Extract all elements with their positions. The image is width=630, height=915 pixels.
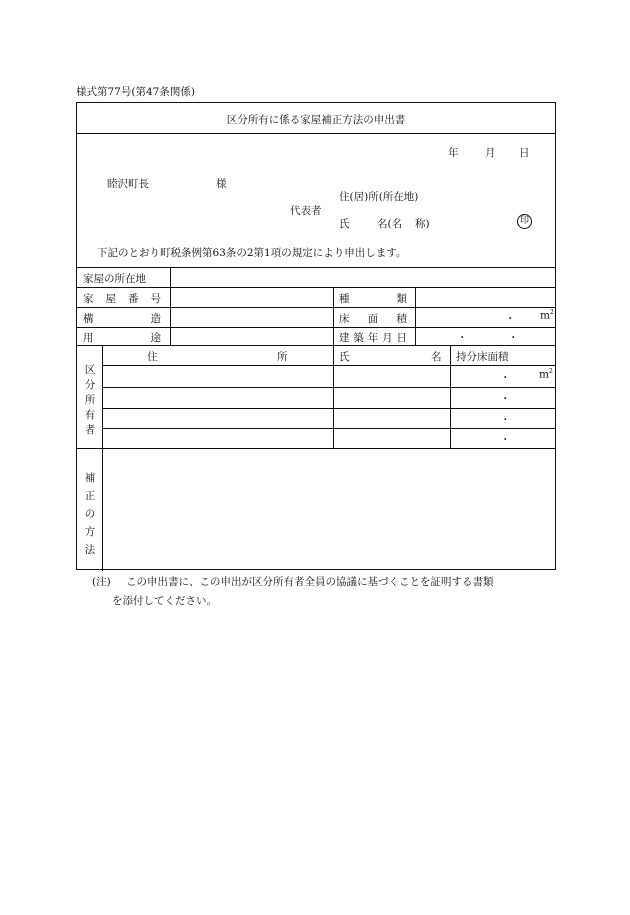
row-divider [77, 345, 555, 346]
floor-area-unit: $m^2$ [540, 309, 554, 322]
form-title: 区分所有に係る家屋補正方法の申出書 [226, 114, 406, 126]
owners-row-divider [102, 387, 555, 388]
row-divider [77, 307, 555, 308]
name-label: 称) [415, 218, 430, 230]
owners-row-divider [102, 365, 555, 366]
build-date-char: 年 [367, 332, 379, 344]
note-text-line-2: を添付してください。 [112, 595, 217, 607]
floor-area-char: 床 [339, 313, 350, 325]
share-area-dot: ・ [500, 393, 511, 405]
seal-mark: 印 [517, 214, 532, 229]
build-date-char: 建 [339, 332, 350, 344]
statement-text: 下記のとおり町税条例第63条の2第1項の規定により申出します。 [97, 247, 407, 259]
build-date-char: 日 [396, 332, 407, 344]
build-date-char: 築 [353, 332, 364, 344]
structure-char: 構 [83, 313, 94, 325]
row-divider [77, 327, 555, 328]
year-label: 年 [448, 147, 459, 159]
right-label-rule [415, 287, 416, 345]
note-text-line-1: この申出書に、この申出が区分所有者全員の協議に基づくことを証明する書類 [126, 576, 494, 588]
structure-char: 造 [150, 313, 161, 325]
house-number-char: 屋 [105, 293, 116, 305]
label-column-rule [170, 267, 171, 345]
row-divider [77, 287, 555, 288]
usage-label [83, 330, 161, 345]
address-label: 住(居)所(所在地) [339, 191, 419, 203]
type-label [339, 291, 407, 306]
type-char: 類 [396, 293, 407, 305]
day-label: 日 [519, 147, 530, 159]
structure-label [83, 311, 161, 326]
share-area-dot: ・ [500, 414, 511, 426]
month-label: 月 [485, 147, 496, 159]
middle-column-rule [333, 287, 334, 345]
owners-row-divider [102, 428, 555, 429]
owners-address-header: 住 [147, 351, 158, 363]
title-divider [77, 133, 555, 134]
usage-char: 途 [150, 332, 161, 344]
owners-section-label: 区分所有者 [84, 364, 96, 436]
build-date-dot: ・ [457, 332, 468, 344]
house-number-label [83, 291, 161, 306]
owners-name-header: 氏 [339, 351, 350, 363]
owners-address-rule [333, 345, 334, 448]
form-number: 様式第77号(第47条関係) [76, 86, 195, 98]
section-divider [77, 448, 555, 449]
build-date-label [339, 330, 407, 345]
share-area-dot: ・ [500, 434, 511, 446]
floor-area-char: 面 [367, 313, 379, 325]
house-number-char: 号 [150, 293, 161, 305]
correction-method-label: 補正の方法 [84, 472, 96, 556]
name-label: 名(名 [377, 218, 403, 230]
build-date-char: 月 [382, 332, 393, 344]
name-label: 氏 [339, 218, 350, 230]
addressee: 睦沢町長 [107, 178, 149, 190]
representative-label: 代表者 [290, 205, 322, 217]
build-date-dot: ・ [508, 332, 519, 344]
note-label: (注) [92, 576, 111, 588]
side-label-rule [102, 345, 103, 571]
owners-row-divider [102, 408, 555, 409]
floor-area-dot: ・ [505, 313, 516, 325]
type-char: 種 [339, 293, 350, 305]
application-form [76, 102, 556, 570]
floor-area-label [339, 311, 407, 326]
usage-char: 用 [83, 332, 94, 344]
share-area-dot: ・ [500, 372, 511, 384]
house-number-char: 番 [128, 293, 139, 305]
owners-share-area-header: 持分床面積 [456, 351, 509, 363]
header-divider [77, 267, 555, 268]
property-location-label: 家屋の所在地 [83, 273, 146, 285]
owners-address-header: 所 [277, 351, 288, 363]
floor-area-char: 積 [396, 313, 407, 325]
honorific: 様 [216, 178, 227, 190]
owners-name-rule [450, 345, 451, 448]
share-area-unit: $m^2$ [539, 368, 553, 381]
house-number-char: 家 [83, 293, 94, 305]
owners-name-header: 名 [431, 351, 442, 363]
